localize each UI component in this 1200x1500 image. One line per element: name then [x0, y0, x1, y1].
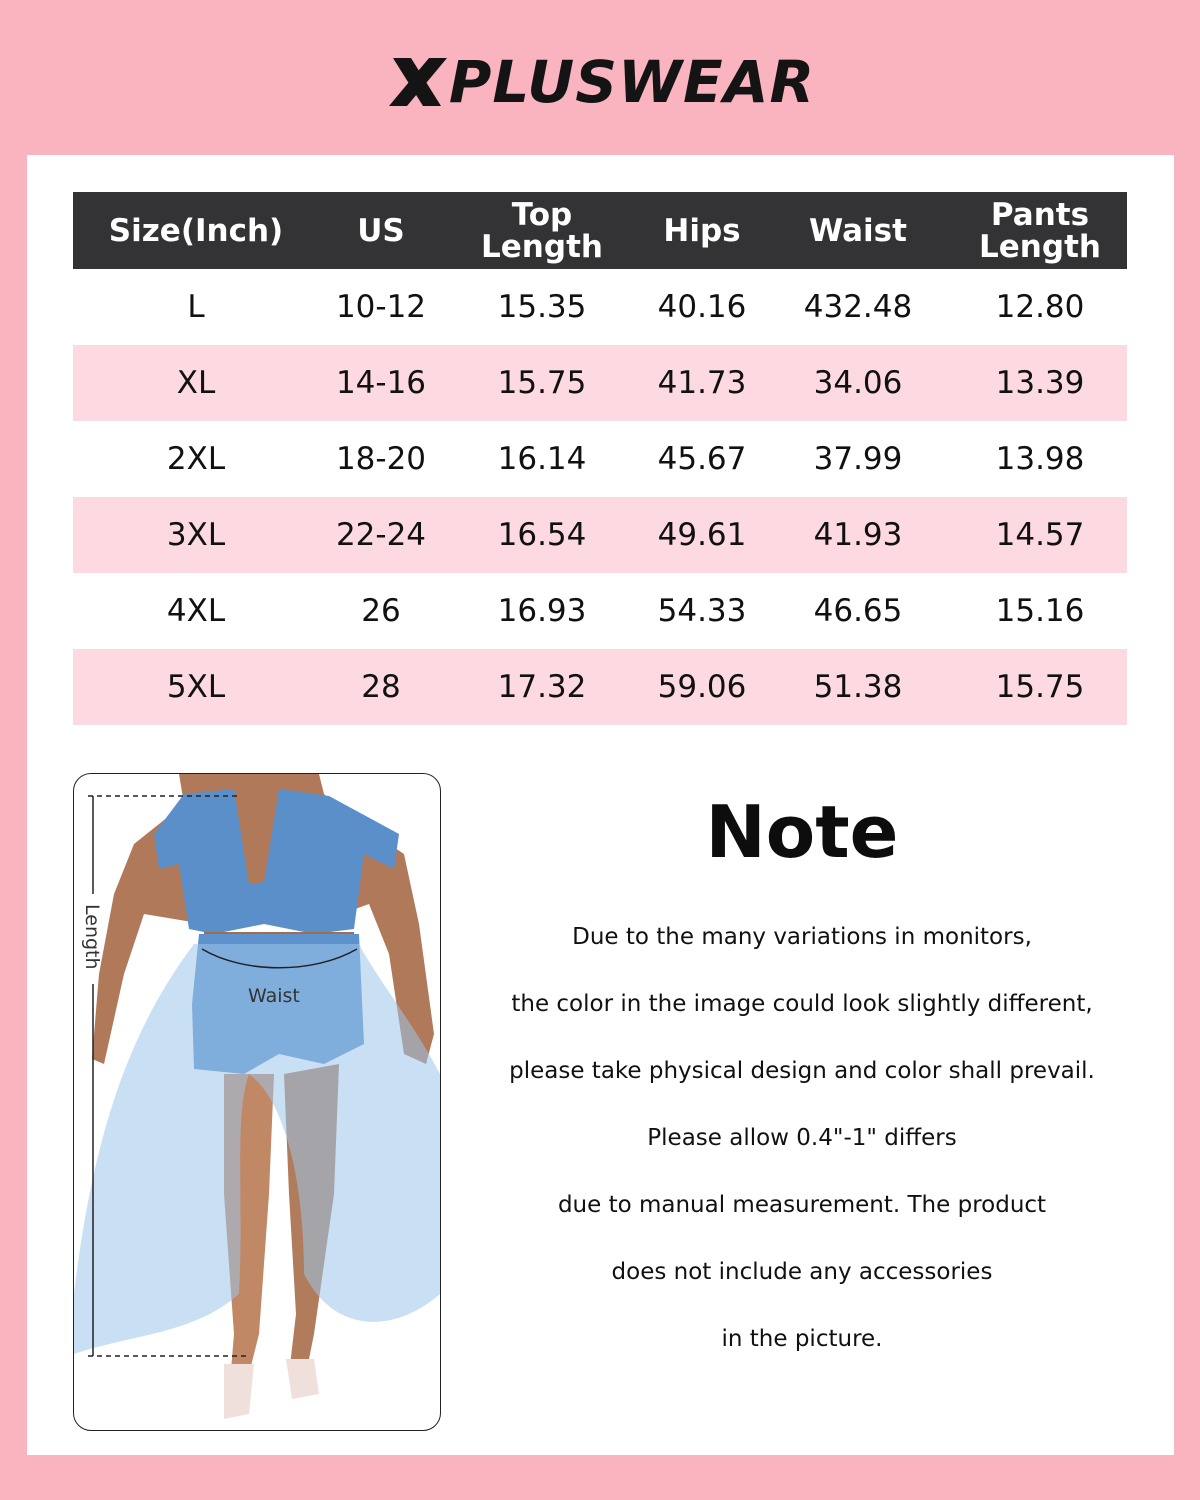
brand-logo [385, 48, 815, 116]
note-line: in the picture. [721, 1326, 883, 1352]
measurement-cell: 59.06 [641, 649, 763, 725]
note-line: does not include any accessories [611, 1259, 993, 1285]
measurement-cell: 12.80 [995, 289, 1085, 325]
denim-top [154, 789, 399, 934]
brand-name: PLUSWEAR [448, 48, 816, 116]
column-header-text: Waist [809, 212, 907, 249]
model-figure [73, 773, 441, 1431]
measurement-cell: 15.35 [497, 289, 587, 325]
measurement-cell: 40.16 [657, 289, 747, 325]
measurement-cell: 26 [361, 593, 401, 629]
measurement-cell: 41.73 [641, 345, 763, 421]
measurement-cell: 16.54 [443, 497, 641, 573]
shoe-right [286, 1359, 319, 1399]
measurement-cell: 22-24 [319, 497, 443, 573]
waist-label: Waist [248, 985, 300, 1007]
measurement-cell: 46.65 [813, 593, 903, 629]
column-header [73, 192, 319, 269]
note-line: Due to the many variations in monitors, [572, 924, 1032, 950]
column-header-text: Hips [663, 212, 741, 249]
measurement-cell: 13.39 [953, 345, 1127, 421]
note-line: please take physical design and color shall prevail. [509, 1058, 1095, 1084]
column-header-text: Size(Inch) [108, 212, 284, 249]
size-cell: 4XL [166, 593, 226, 629]
shoe-left [224, 1364, 254, 1419]
measurement-cell: 14.57 [953, 497, 1127, 573]
measurement-cell: 54.33 [657, 593, 747, 629]
size-cell: 5XL [73, 649, 319, 725]
length-label: Length [81, 904, 103, 970]
size-cell: 2XL [166, 441, 226, 477]
table-row [73, 269, 1127, 345]
measurement-cell: 45.67 [657, 441, 747, 477]
table-header-row [73, 192, 1127, 269]
measurement-cell: 15.16 [995, 593, 1085, 629]
table-row [73, 345, 1127, 421]
measurement-cell: 18-20 [335, 441, 427, 477]
column-header-text: Length [979, 228, 1101, 265]
table-row [73, 573, 1127, 649]
x-logo-icon [385, 58, 447, 106]
measurement-cell: 14-16 [319, 345, 443, 421]
note-line: Please allow 0.4"-1" differs [647, 1125, 957, 1151]
measurement-cell: 10-12 [335, 289, 427, 325]
measurement-cell: 17.32 [443, 649, 641, 725]
column-header [763, 192, 953, 269]
column-header [953, 192, 1127, 269]
note-line: the color in the image could look slightly different, [511, 991, 1093, 1017]
column-header [443, 192, 641, 269]
size-table [73, 192, 1127, 725]
column-header [641, 192, 763, 269]
measurement-cell: 49.61 [641, 497, 763, 573]
note-line: due to manual measurement. The product [557, 1192, 1047, 1218]
measurement-cell: 16.14 [497, 441, 587, 477]
measurement-cell: 41.93 [763, 497, 953, 573]
column-header-text: Pants [990, 196, 1090, 233]
measurement-cell: 37.99 [813, 441, 903, 477]
measurement-cell: 34.06 [763, 345, 953, 421]
column-header-text: US [357, 212, 405, 249]
measurement-cell: 28 [319, 649, 443, 725]
measurement-cell: 16.93 [497, 593, 587, 629]
column-header-text: Length [481, 228, 603, 265]
size-cell: L [187, 289, 205, 325]
table-row [73, 649, 1127, 725]
column-header [319, 192, 443, 269]
size-cell: 3XL [73, 497, 319, 573]
model-illustration [74, 774, 440, 1430]
size-cell: XL [73, 345, 319, 421]
measurement-cell: 51.38 [763, 649, 953, 725]
note-text [482, 915, 1122, 1384]
size-chart-card [27, 155, 1174, 1455]
measurement-cell: 432.48 [803, 289, 913, 325]
note-title: Note [705, 790, 899, 874]
column-header-text: Top [511, 196, 573, 233]
table-row [73, 497, 1127, 573]
brand-header [0, 42, 1200, 122]
measurement-cell: 15.75 [953, 649, 1127, 725]
measurement-cell: 13.98 [995, 441, 1085, 477]
measurement-cell: 15.75 [443, 345, 641, 421]
table-row [73, 421, 1127, 497]
